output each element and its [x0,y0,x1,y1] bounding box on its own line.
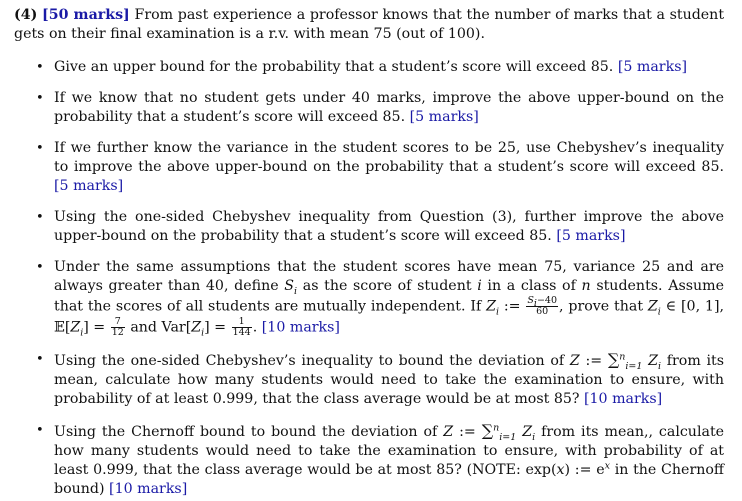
math-numerator: 7 [111,317,125,328]
bullet-icon: • [36,91,44,106]
sub-question-text: If we further know the variance in the student scores to be 25, use Chebyshev’s inequality to improve the above upper-bound on the probability that a student’s score will exceed 85. [54,140,724,175]
sub-question-marks: [10 marks] [584,391,663,407]
text-part: as the score of student [302,278,472,294]
bullet-icon: • [36,423,44,438]
math-sup: n [619,351,626,363]
text-part: in a class of [487,278,576,294]
bullet-icon: • [36,141,44,156]
sub-question-text: Using the one-sided Chebyshev inequality from Question (3), further improve the above upper-bound on the probability that a student’s score will exceed 85. [54,209,724,244]
fraction-1-over-144 [232,317,252,338]
math-sub: i=1 [625,360,643,372]
math-in-set: ∈ [0, 1], 𝔼[ [54,298,724,336]
math-num-rest: −40 [536,295,557,306]
math-var-z: Z [70,319,81,336]
math-define: := [585,353,603,369]
text-part: and Var[ [130,319,192,336]
bullet-icon: • [36,210,44,225]
math-var-n: n [581,278,591,294]
math-var-i: i [477,278,482,294]
math-denominator: 60 [536,306,549,317]
math-var-s: S [284,278,295,294]
text-part: Under the same assumptions that the student scores have mean 75, variance 25 and are always greater than 40, define [54,259,724,294]
bullet-icon: • [36,260,44,275]
sub-question-7 [36,421,725,499]
math-var-z: Z [522,424,533,440]
question-header [14,6,724,44]
math-var-z: Z [647,298,658,315]
text-part: Using the one-sided Chebyshev’s inequality to bound the deviation of [54,353,565,369]
text-part: ) := e [564,462,605,478]
math-define: := [503,298,521,315]
sub-question-marks: [10 marks] [109,481,188,497]
sub-question-marks: [5 marks] [617,59,688,75]
sum-icon: ∑ [607,350,620,369]
sub-question-6 [36,350,725,409]
fraction-7-over-12 [111,317,125,338]
math-var-z: Z [648,353,658,369]
math-var-z: Z [486,298,496,315]
sub-question-marks: [5 marks] [409,109,479,125]
math-sub: i [658,360,662,372]
math-var-x: x [556,462,565,478]
text-part: , prove that [559,298,644,315]
math-var-z: Z [191,319,202,336]
sub-question-1 [36,58,724,77]
sub-question-marks: [5 marks] [54,178,124,194]
math-numerator: 1 [232,317,252,328]
math-sub: i [533,297,537,309]
math-var-s: S [527,295,534,306]
math-var-z: Z [569,353,580,369]
math-eq: ] = [83,319,106,336]
question-marks: [50 marks] [42,7,130,23]
math-sup: n [493,422,500,434]
sub-question-5: • Under the same assumptions that the student scores have mean 75, variance 25 and are always greater than 40, define $S_i$ as the score of student i in a class of n students. Assume that the scores of all students are mutually independent. If $Z_i$ := $\frac{S_i-40}{60}$ , prove that $Z_i$ ∈ [0, 1], $𝔼[Z_i]$ = $\frac{7}{12}$ and $Var[Z_i]$ = $\frac{1}{144}$ . [10 marks] [36,259,725,339]
math-eq: ] = [204,319,227,336]
math-sub: i=1 [499,431,517,443]
sub-question-4 [36,208,724,246]
math-sup: x [604,460,610,472]
text-part: students. Assume that the scores of all students are mutually independent. If [54,278,725,315]
math-sub: i [201,327,205,339]
bullet-icon: • [36,352,44,367]
sub-question-marks: [10 marks] [261,319,340,336]
bullet-icon: • [36,60,44,75]
sub-question-text: If we know that no student gets under 40 marks, improve the above upper-bound on the probability that a student’s score will exceed 85. [54,90,724,125]
text-part: from its mean,, calculate how many students would need to take the examination to ensure, with probability of at least 0.999, that the class average would be at most 85? (NOTE: exp( [54,424,725,478]
sub-question-text: Give an upper bound for the probability that a student’s score will exceed 85. [54,59,614,75]
math-sub: i [657,306,661,318]
math-sub: i [294,285,298,297]
question-number: (4) [14,7,38,23]
sum-icon: ∑ [481,421,494,440]
math-sub: i [80,327,84,339]
math-denominator: 12 [111,327,124,338]
text-part: from its mean, calculate how many students would need to take the examination to ensure, with probability of at least 0.999, that the class average would be at most 85? [54,353,725,407]
fraction-s-minus-40-over-60 [526,296,558,317]
math-define: := [459,424,476,440]
math-sub: i [532,431,536,443]
sub-question-marks: [5 marks] [556,228,626,244]
text-part: Using the Chernoff bound to bound the deviation of [54,424,438,440]
math-denominator: 144 [232,327,251,338]
math-sub: i [495,306,499,318]
text-part: in the Chernoff bound) [54,462,724,497]
math-var-z: Z [443,424,454,440]
sub-question-2 [36,89,724,127]
sub-question-list [14,58,724,499]
sub-question-3 [36,139,724,196]
question-intro: From past experience a professor knows that the number of marks that a student gets on their final examination is a r.v. with mean 75 (out of 100). [14,7,725,42]
